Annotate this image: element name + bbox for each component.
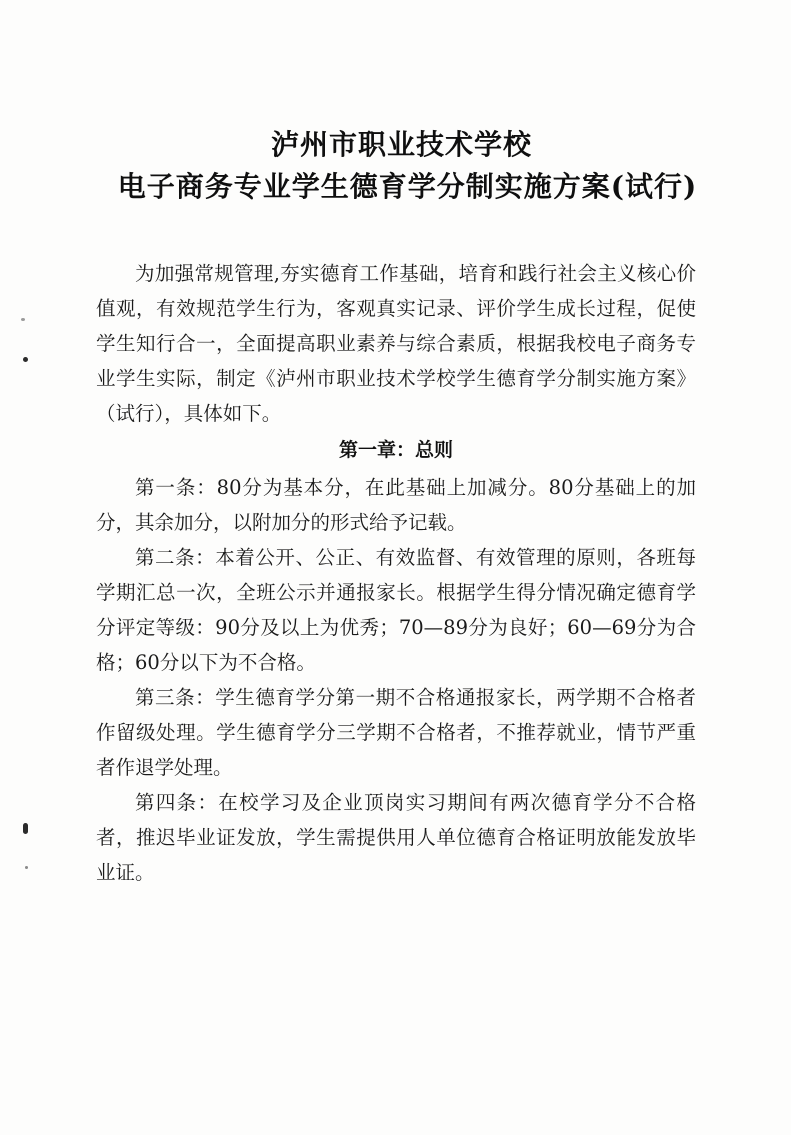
article-3: 第三条：学生德育学分第一期不合格通报家长，两学期不合格者作留级处理。学生德育学分三学期不合格者，不推荐就业，情节严重者作退学处理。 xyxy=(96,686,696,779)
scan-speck xyxy=(23,357,28,362)
chapter-heading: 第一章：总则 xyxy=(338,439,453,461)
title-line-school: 泸州市职业技术学校 xyxy=(270,128,532,161)
document-title xyxy=(0,124,791,208)
article-4: 第四条：在校学习及企业顶岗实习期间有两次德育学分不合格者，推迟毕业证发放，学生需提供用人单位德育合格证明放能发放毕业证。 xyxy=(96,791,696,884)
document-body xyxy=(96,256,696,890)
article-2: 第二条：本着公开、公正、有效监督、有效管理的原则，各班每学期汇总一次，全班公示并通报家长。根据学生得分情况确定德育学分评定等级：90分及以上为优秀；70—89分为良好；60—69分为合格；60分以下为不合格。 xyxy=(96,546,696,674)
scan-speck xyxy=(25,866,28,869)
article-1: 第一条：80分为基本分，在此基础上加减分。80分基础上的加分，其余加分，以附加分的形式给予记载。 xyxy=(96,476,696,534)
title-line-plan: 电子商务专业学生德育学分制实施方案(试行) xyxy=(117,170,698,203)
intro-paragraph: 为加强常规管理,夯实德育工作基础，培育和践行社会主义核心价值观，有效规范学生行为，客观真实记录、评价学生成长过程，促使学生知行合一，全面提高职业素养与综合素质，根据我校电子商务专业学生实际，制定《泸州市职业技术学校学生德育学分制实施方案》（试行），具体如下。 xyxy=(96,262,696,425)
scan-speck xyxy=(23,823,28,834)
scan-speck xyxy=(21,318,25,321)
